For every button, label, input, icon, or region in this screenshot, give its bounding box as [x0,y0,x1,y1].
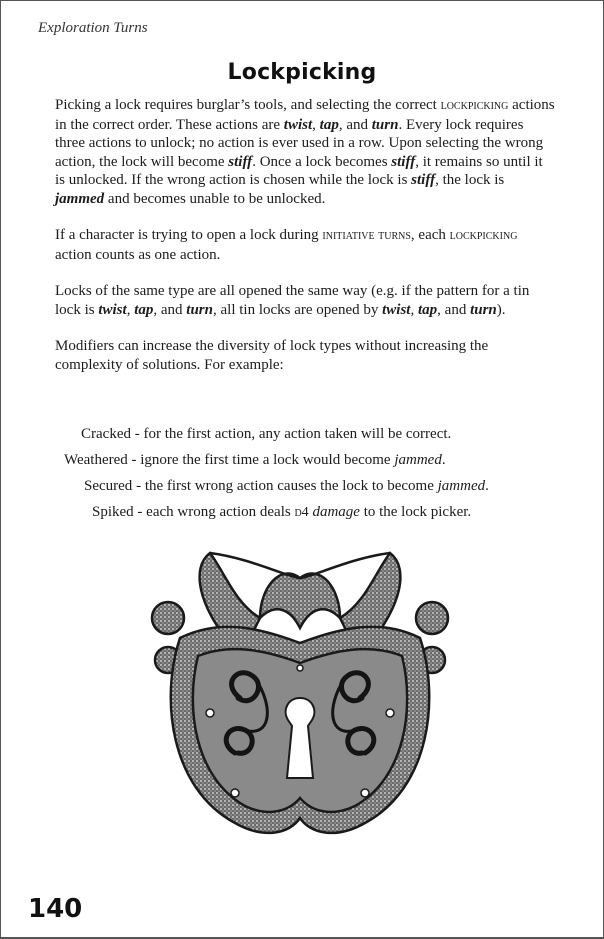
modifier-separator: - [127,452,141,468]
text-run: . Every lock requires three actions to unlock; no action is ever used in a row. Upon selecting the wrong action, the lock will become [55,116,544,170]
text-run: actions in the correct order. These actions are [55,97,555,133]
modifier-separator: - [133,504,147,520]
text-run: , [410,301,418,318]
modifier-spiked [92,504,471,521]
text-run: If a character is trying to open a lock during [55,227,323,243]
action-twist: twist [283,116,313,133]
keyword-initiative-turns: initiative turns [322,228,411,243]
action-tap: tap [417,301,438,318]
text-run: . Once a lock becomes [252,153,392,170]
dice-d4: d4 [294,505,309,520]
action-twist: twist [98,301,127,318]
state-stiff: stiff [411,172,436,188]
state-jammed: jammed [55,190,105,207]
text-run: and becomes unable to be unlocked. [104,190,326,207]
paragraph-modifiers-intro: Modifiers can increase the diversity of lock types without increasing the complexity of solutions. For example: [55,338,489,373]
text-run: action counts as one action. [55,246,221,263]
state-jammed: jammed [394,452,442,468]
running-header: Exploration Turns [38,20,148,36]
state-stiff: stiff [228,153,253,170]
text-run: , all tin locks are opened by [213,301,383,318]
state-stiff: stiff [391,153,416,170]
keyword-lockpicking: lockpicking [449,228,518,243]
modifier-name: Spiked [92,504,134,520]
modifier-secured [84,478,489,495]
action-turn: turn [470,301,497,318]
text-run: , [126,301,135,318]
text-run: , it remains so until it is unlocked. If the wrong action is chosen while the lock is [55,153,543,188]
text-run: ). [496,301,506,318]
text-run: , the lock is [435,172,505,188]
text-run: , and [437,301,471,318]
action-tap: tap [134,301,154,318]
paragraph-initiative [55,226,555,264]
text-run: to the lock picker. [359,504,472,520]
keyword-lockpicking: lockpicking [440,98,509,113]
modifier-name: Secured [84,478,133,494]
text-run: . [441,452,446,468]
modifier-weathered [64,452,446,469]
term-damage: damage [312,504,360,520]
modifier-cracked [81,426,451,443]
paragraph-lockpicking-rules [55,96,555,208]
text-run: , each [410,227,450,243]
text-run: Locks of the same type are all opened the same way (e.g. if the pattern for a tin lock is [55,283,530,318]
section-title: Lockpicking [227,60,377,85]
action-twist: twist [382,301,411,318]
ornate-keyhole-escutcheon-icon [140,548,460,858]
modifier-description: ignore the first time a lock would become [140,452,395,468]
text-run: , and [153,301,187,318]
text-run: , [312,116,320,133]
text-run: Picking a lock requires burglar’s tools, and selecting the correct [55,97,441,113]
modifier-description: the first wrong action causes the lock to become [144,478,438,494]
paragraph-lock-types [55,282,555,319]
modifier-name: Weathered [64,452,128,468]
modifier-description: each wrong action deals [146,504,295,520]
text-run: , and [338,116,372,133]
modifier-separator: - [132,478,145,494]
action-turn: turn [186,301,213,318]
action-tap: tap [319,116,339,133]
page-number: 140 [28,894,83,924]
action-turn: turn [371,116,399,133]
state-jammed: jammed [437,478,486,494]
text-run: . [485,478,489,494]
modifier-name: Cracked [81,426,131,442]
body-text [55,96,555,392]
modifier-separator: - [130,426,144,442]
modifier-description: for the first action, any action taken will be correct. [143,426,452,442]
